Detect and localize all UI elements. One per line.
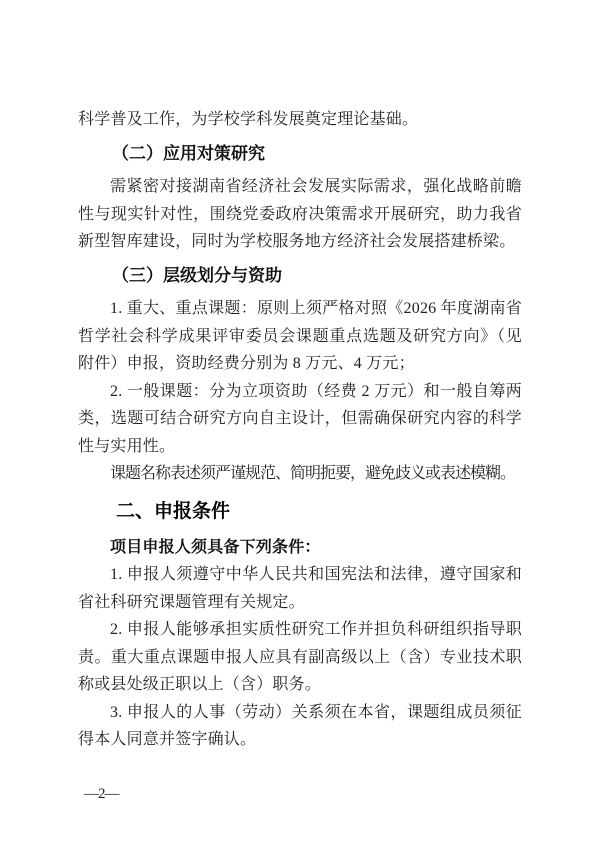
document-text-content bbox=[78, 106, 522, 754]
paragraph-continuation: 科学普及工作，为学校学科发展奠定理论基础。 bbox=[78, 111, 419, 128]
section-heading-applied-policy-research: （二）应用对策研究 bbox=[112, 143, 265, 163]
body-paragraph-condition-1: 1. 申报人须遵守中华人民共和国宪法和法律，遵守国家和省社科研究课题管理有关规定。 bbox=[78, 566, 522, 611]
body-paragraph-conditions-lead: 项目申报人须具备下列条件： bbox=[110, 538, 321, 556]
body-paragraph-condition-2: 2. 申报人能够承担实质性研究工作并担负科研组织指导职责。重大重点课题申报人应具有副高级以上（含）专业技术职称或县处级正职以上（含）职务。 bbox=[78, 621, 522, 693]
body-paragraph-general-projects: 2. 一般课题：分为立项资助（经费 2 万元）和一般自筹两类，选题可结合研究方向自主设计，但需确保研究内容的科学性与实用性。 bbox=[78, 382, 522, 455]
page-number: —2— bbox=[84, 786, 119, 802]
body-paragraph-applied-policy: 需紧密对接湖南省经济社会发展实际需求，强化战略前瞻性与现实针对性，围绕党委政府决策需求开展研究，助力我省新型智库建设，同时为学校服务地方经济社会发展搭建桥梁。 bbox=[78, 178, 522, 250]
section-heading-application-conditions: 二、申报条件 bbox=[116, 500, 231, 522]
body-paragraph-title-requirements: 课题名称表述须严谨规范、简明扼要，避免歧义或表述模糊。 bbox=[110, 465, 516, 482]
section-heading-tier-division-funding: （三）层级划分与资助 bbox=[112, 265, 282, 285]
body-paragraph-condition-3: 3. 申报人的人事（劳动）关系须在本省，课题组成员须征得本人同意并签字确认。 bbox=[78, 703, 522, 748]
body-paragraph-major-key-projects: 1. 重大、重点课题：原则上须严格对照《2026 年度湖南省哲学社会科学成果评审委员会课题重点选题及研究方向》（见附件）申报，资助经费分别为 8 万元、4 万元； bbox=[78, 300, 522, 372]
